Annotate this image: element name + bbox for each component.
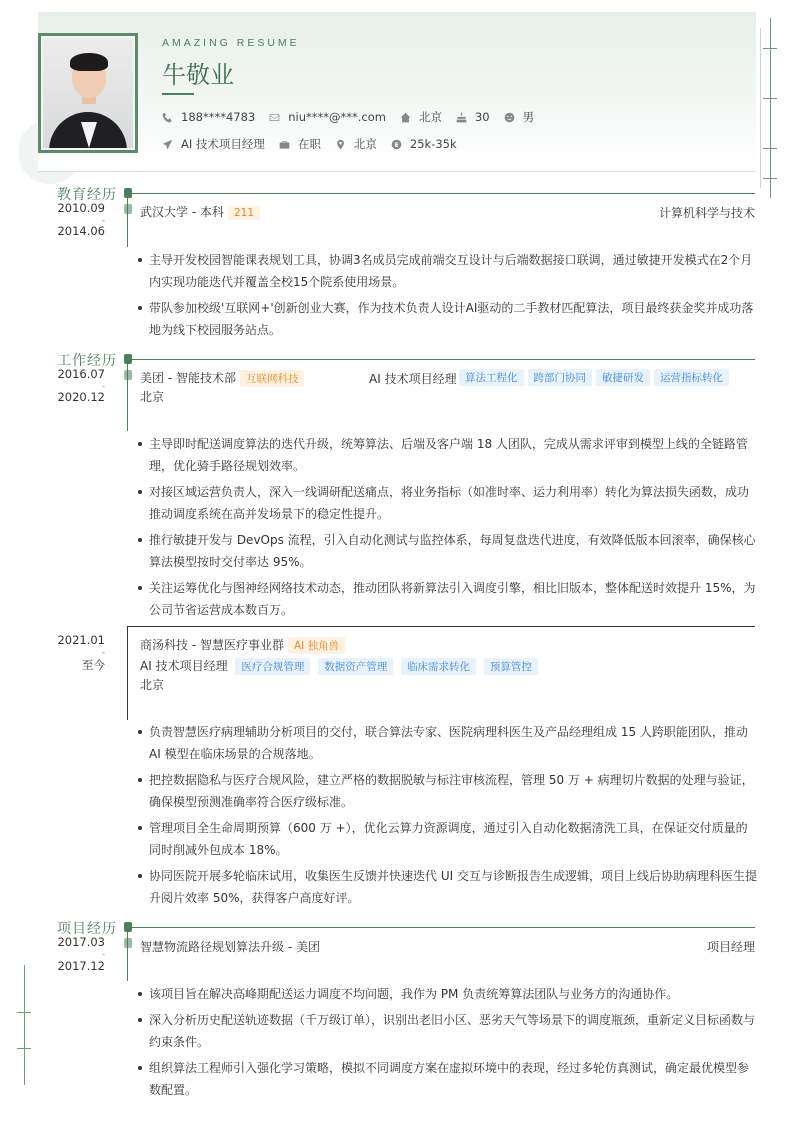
skill-tag: 预算管控 [484, 658, 538, 675]
decorative-line [770, 18, 771, 198]
decorative-line [17, 1048, 31, 1049]
mail-icon [269, 112, 280, 123]
work-city: 北京 [140, 390, 165, 404]
face-icon [504, 112, 515, 123]
name-underline [162, 93, 194, 95]
skill-tag: 数据资产管理 [318, 658, 393, 675]
section-title-work: 工作经历 [57, 353, 117, 369]
decorative-line [24, 965, 25, 1085]
project-end-date: 2017.12 [57, 959, 105, 973]
project-start-date: 2017.03 [57, 935, 105, 949]
decorative-line [17, 1012, 31, 1013]
entry-marker [124, 938, 132, 948]
list-item: 把控数据隐私与医疗合规风险，建立严格的数据脱敏与标注审核流程，管理 50 万 + 病理切片数据的处理与验证，确保模型预测准确率符合医疗级标准。 [138, 769, 758, 813]
education-end-date: 2014.06 [57, 224, 105, 238]
list-item: 推行敏捷开发与 DevOps 流程，引入自动化测试与监控体系，每周复盘迭代进度，有效降低版本回滚率，确保核心算法模型按时交付率达 95%。 [138, 529, 758, 573]
list-item: 组织算法工程师引入强化学习策略，模拟不同调度方案在虚拟环境中的表现，经过多轮仿真测试，确定最优模型参数配置。 [138, 1057, 758, 1101]
city-text: 北京 [418, 110, 442, 124]
age-text: 30 [474, 110, 490, 124]
briefcase-icon [279, 139, 290, 150]
date-separator: - [102, 216, 105, 225]
work-end-date: 至今 [82, 658, 105, 672]
section-marker [124, 922, 132, 932]
cake-icon [456, 112, 467, 123]
list-item: 主导即时配送调度算法的迭代升级，统筹算法、后端及客户端 18 人团队，完成从需求评审到模型上线的全链路管理，优化骑手路径规划效率。 [138, 433, 758, 477]
list-item: 带队参加校级'互联网+'创新创业大赛，作为技术负责人设计AI驱动的二手教材匹配算法，项目最终获金奖并成功落地为线下校园服务站点。 [138, 297, 758, 341]
decorative-line [763, 48, 777, 49]
timeline-line [127, 193, 128, 247]
job-intent-row [162, 136, 471, 152]
skill-tag: 算法工程化 [459, 369, 524, 386]
candidate-name: 牛敬业 [162, 61, 234, 89]
section-marker [124, 188, 132, 198]
phone-icon [162, 112, 173, 123]
list-item: 深入分析历史配送轨迹数据（千万级订单），识别出老旧小区、恶劣天气等场景下的调度瓶颈，重新定义目标函数与约束条件。 [138, 1009, 758, 1053]
skill-tags [455, 369, 729, 386]
skill-tag: 医疗合规管理 [235, 658, 310, 675]
timeline-line [127, 359, 128, 431]
date-separator: - [102, 950, 105, 959]
work-end-date: 2020.12 [57, 390, 105, 404]
education-major: 计算机科学与技术 [658, 206, 755, 220]
section-title-projects: 项目经历 [57, 921, 117, 937]
contact-row [162, 109, 548, 125]
target-role-text: AI 技术项目经理 [181, 137, 265, 151]
timeline-line [127, 626, 128, 720]
gender-text: 男 [522, 110, 535, 124]
work-role: AI 技术项目经理 [369, 372, 457, 386]
target-city-text: 北京 [353, 137, 377, 151]
resume-header [38, 12, 756, 172]
list-item: 对接区域运营负责人，深入一线调研配送痛点，将业务指标（如准时率、运力利用率）转化为算法损失函数，成功推动调度系统在高并发场景下的稳定性提升。 [138, 481, 758, 525]
work-start-date: 2021.01 [57, 633, 105, 647]
education-bullets [138, 249, 758, 345]
status-text: 在职 [297, 137, 321, 151]
school-tag: 211 [228, 206, 260, 220]
resume-kicker: AMAZING RESUME [162, 37, 300, 49]
education-start-date: 2010.09 [57, 201, 105, 215]
list-item: 关注运筹优化与图神经网络技术动态，推动团队将新算法引入调度引擎，相比旧版本，整体配送时效提升 15%，为公司节省运营成本数百万。 [138, 577, 758, 621]
work-company: 美团 - 智能技术部 互联网科技 [140, 369, 304, 387]
section-divider [127, 193, 755, 194]
work-bullets [138, 433, 758, 625]
email-text: niu****@***.com [288, 110, 386, 124]
avatar [38, 33, 138, 153]
work-city: 北京 [140, 678, 165, 692]
company-tag: AI 独角兽 [288, 637, 345, 654]
money-icon [391, 139, 402, 150]
salary-text: 25k-35k [409, 137, 457, 151]
education-school: 武汉大学 - 本科 211 [140, 203, 260, 220]
work-role-line [140, 657, 538, 675]
decorative-line [763, 178, 777, 179]
company-tag: 互联网科技 [240, 370, 305, 387]
work-company: 商汤科技 - 智慧医疗事业群 AI 独角兽 [140, 636, 345, 654]
entry-marker [124, 370, 132, 380]
date-separator: - [102, 382, 105, 391]
section-divider [127, 359, 755, 360]
home-icon [400, 112, 411, 123]
section-title-education: 教育经历 [57, 187, 117, 203]
section-divider [127, 927, 755, 928]
phone-text: 188****4783 [181, 110, 256, 124]
decorative-line [763, 148, 777, 149]
list-item: 主导开发校园智能课表规划工具，协调3名成员完成前端交互设计与后端数据接口联调，通过敏捷开发模式在2个月内实现功能迭代并覆盖全校15个院系使用场景。 [138, 249, 758, 293]
location-icon [335, 139, 346, 150]
project-bullets [138, 983, 758, 1105]
section-marker [124, 354, 132, 364]
skill-tag: 敏捷研发 [596, 369, 650, 386]
date-separator: - [102, 648, 105, 657]
decorative-line [760, 28, 761, 188]
decorative-line [763, 98, 777, 99]
skill-tag: 运营指标转化 [654, 369, 729, 386]
list-item: 管理项目全生命周期预算（600 万 +），优化云算力资源调度，通过引入自动化数据清洗工具，在保证交付质量的同时削减外包成本 18%。 [138, 817, 758, 861]
entry-marker [124, 204, 132, 214]
project-name: 智慧物流路径规划算法升级 - 美团 [140, 940, 320, 954]
list-item: 协同医院开展多轮临床试用，收集医生反馈并快速迭代 UI 交互与诊断报告生成逻辑，项目上线后协助病理科医生提升阅片效率 50%，获得客户高度好评。 [138, 865, 758, 909]
skill-tag: 临床需求转化 [401, 658, 476, 675]
timeline-line [127, 927, 128, 981]
list-item: 负责智慧医疗病理辅助分析项目的交付，联合算法专家、医院病理科医生及产品经理组成 15 人跨职能团队，推动 AI 模型在临床场景的合规落地。 [138, 721, 758, 765]
skill-tag: 跨部门协同 [528, 369, 593, 386]
entry-divider [127, 626, 755, 627]
list-item: 该项目旨在解决高峰期配送运力调度不均问题，我作为 PM 负责统筹算法团队与业务方的沟通协作。 [138, 983, 758, 1005]
project-role: 项目经理 [706, 940, 755, 954]
work-start-date: 2016.07 [57, 367, 105, 381]
work-bullets [138, 721, 758, 913]
send-icon [162, 139, 173, 150]
work-role: AI 技术项目经理 [140, 659, 228, 673]
